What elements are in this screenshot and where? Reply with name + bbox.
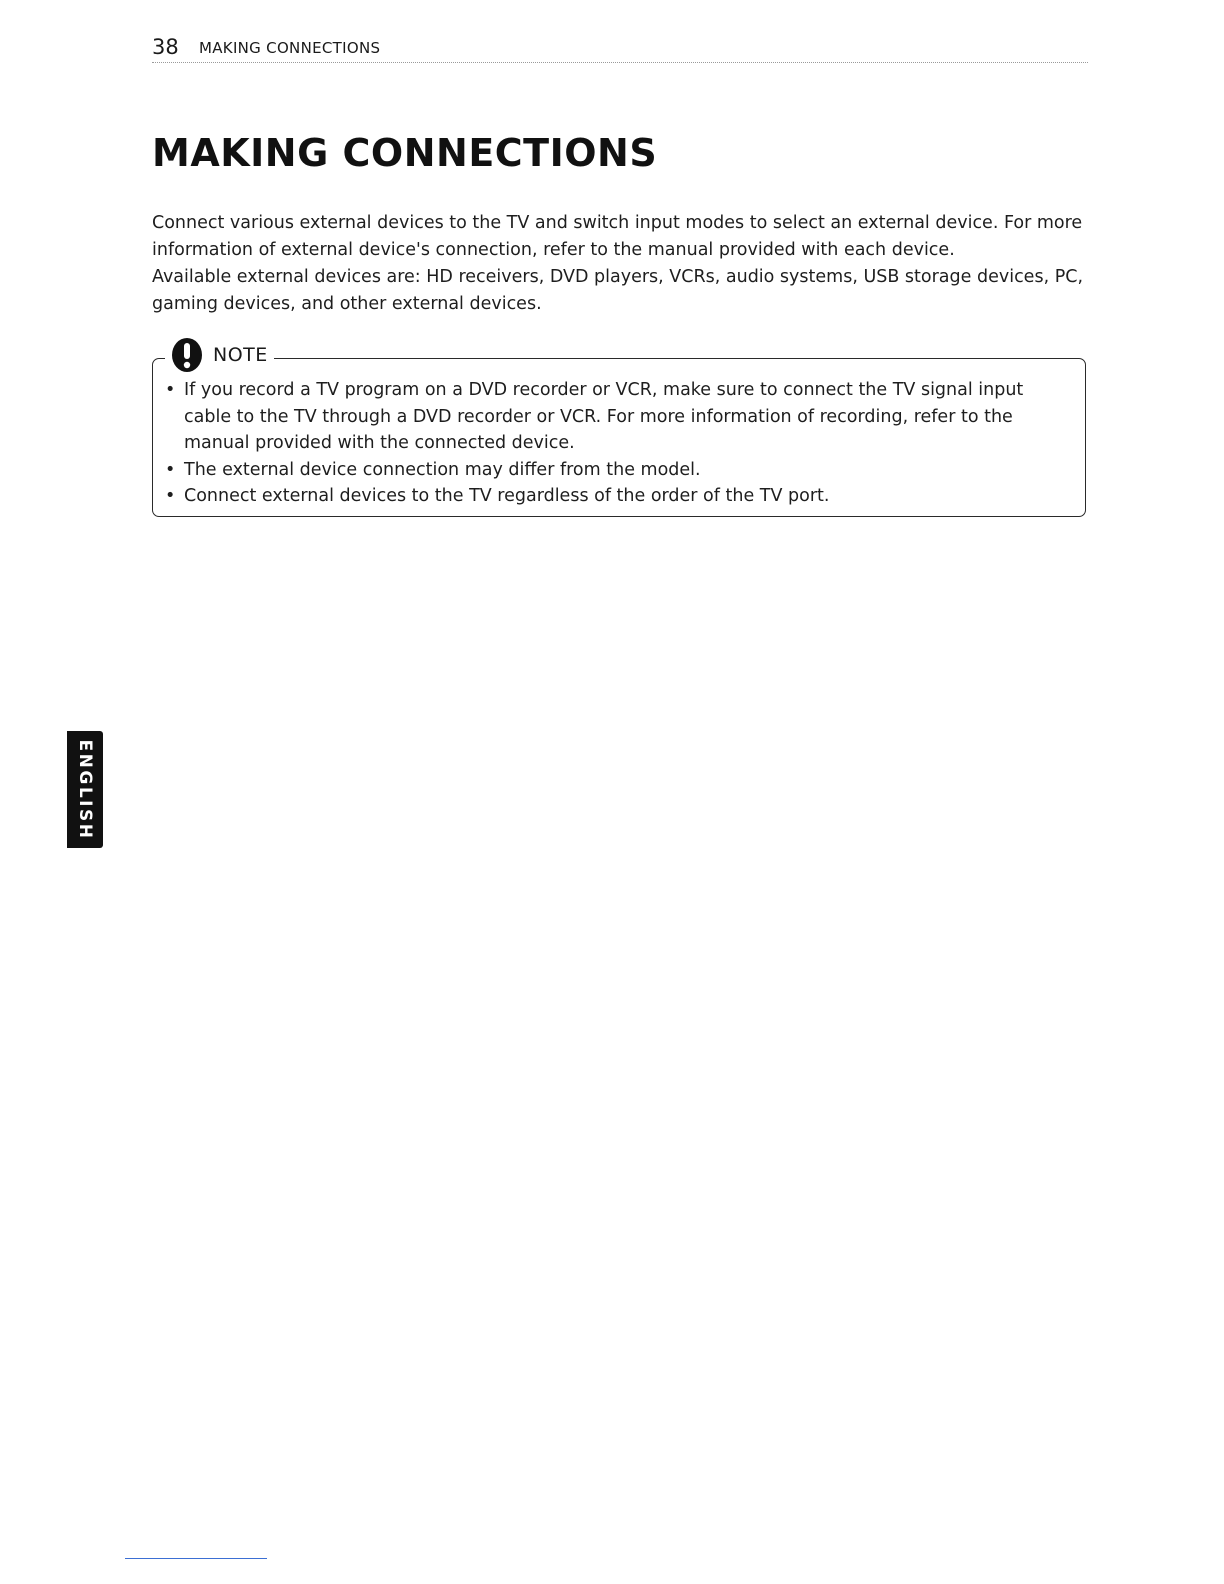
note-box <box>152 344 1086 517</box>
note-header <box>165 337 274 373</box>
footer-rule <box>125 1558 267 1559</box>
page-title: MAKING CONNECTIONS <box>152 131 658 175</box>
note-item: • Connect external devices to the TV regardless of the order of the TV port. <box>165 483 1070 510</box>
intro-paragraph: Connect various external devices to the TV and switch input modes to select an external device. For more information of external device's connection, refer to the manual provided with each device. <box>152 213 1083 260</box>
intro-paragraph: Available external devices are: HD receivers, DVD players, VCRs, audio systems, USB storage devices, PC, gaming devices, and other external devices. <box>152 267 1084 314</box>
language-tab-label: ENGLISH <box>75 739 95 840</box>
note-list <box>165 377 1070 510</box>
running-header <box>152 34 1088 63</box>
exclamation-icon <box>169 337 205 373</box>
language-tab <box>67 731 103 848</box>
note-label: NOTE <box>213 344 268 366</box>
intro-text <box>152 210 1092 318</box>
note-item: • If you record a TV program on a DVD recorder or VCR, make sure to connect the TV signal input cable to the TV through a DVD recorder or VCR. For more information of recording, refer to the manual provided with the connected device. <box>165 377 1070 457</box>
header-section-title: MAKING CONNECTIONS <box>199 39 381 57</box>
note-item: • The external device connection may differ from the model. <box>165 457 1070 484</box>
page-number: 38 <box>152 35 179 59</box>
